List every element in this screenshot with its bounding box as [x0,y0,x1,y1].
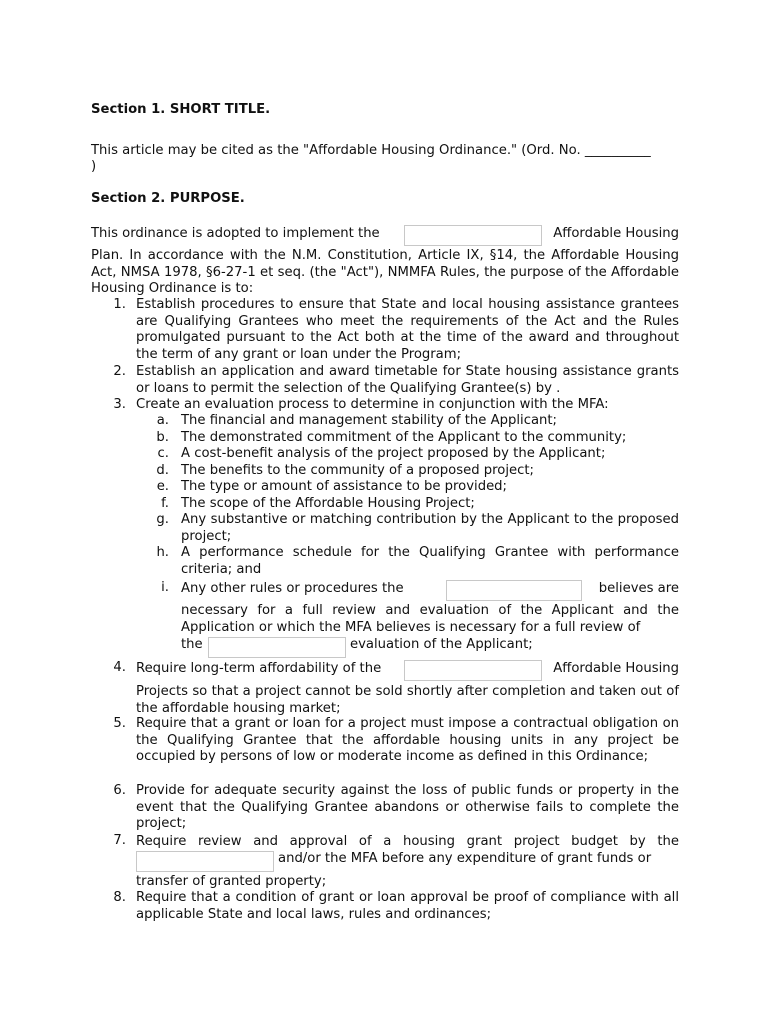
intro-paragraph: Plan. In accordance with the N.M. Constitution, Article IX, §14, the Affordable Housing Act, NMSA 1978, §6-27-1 et seq. (the "Act"), NMMFA Rules, the purpose of the Affordable Housing Ordinance is to: [91,248,679,297]
sublist-item: The demonstrated commitment of the Applicant to the community; [181,430,627,445]
sublist-letter: a. [156,413,169,428]
section-1-heading: Section 1. SHORT TITLE. [91,102,271,117]
list-number: 6. [113,783,126,798]
item-4-rest: Projects so that a project cannot be sold shortly after completion and taken out of the affordable housing market; [136,684,679,716]
list-number: 2. [113,364,126,379]
item-7-rest: transfer of granted property; [136,874,327,889]
intro-before-field: This ordinance is adopted to implement the [91,226,380,241]
list-number: 3. [113,397,126,412]
sublist-i-after: believes are [598,581,679,596]
sublist-letter: h. [156,545,169,560]
item-4-after: Affordable Housing [553,661,679,676]
plan-name-field[interactable] [404,225,542,246]
list-item: Require that a grant or loan for a project must impose a contractual obligation on the Qualifying Grantee that the affordable housing units in any project be occupied by persons of low or moderate income as defined in this Ordinance; [136,716,679,765]
sublist-letter: i. [161,580,169,595]
sublist-i-before: Any other rules or procedures the [181,581,404,596]
list-item: Create an evaluation process to determine in conjunction with the MFA: [136,397,609,412]
list-number: 8. [113,890,126,905]
section-2-heading: Section 2. PURPOSE. [91,191,245,206]
sublist-letter: c. [157,446,169,461]
list-item: Establish procedures to ensure that State and local housing assistance grantees are Qualifying Grantees who meet the requirements of the Act and the Rules promulgated pursuant to the Act both at the time of the award and throughout the term of any grant or loan under the Program; [136,297,679,362]
sublist-letter: d. [156,463,169,478]
sublist-item: The financial and management stability of the Applicant; [181,413,557,428]
sublist-i-rest: necessary for a full review and evaluation of the Applicant and the Application or which the MFA believes is necessary for a full review of [181,603,679,635]
sublist-letter: f. [161,496,169,511]
sublist-letter: g. [156,512,169,527]
list-number: 1. [113,297,126,312]
item-7-line1: Require review and approval of a housing grant project budget by the [136,834,679,849]
sublist-letter: b. [156,430,169,445]
sublist-letter: e. [156,479,169,494]
reviewer-name-field[interactable] [208,637,346,658]
entity-name-field[interactable] [446,580,582,601]
sublist-item: The benefits to the community of a proposed project; [181,463,534,478]
sublist-item: A cost-benefit analysis of the project proposed by the Applicant; [181,446,606,461]
sublist-item: A performance schedule for the Qualifying Grantee with performance criteria; and [181,545,679,577]
sublist-i-the: the [181,637,203,652]
approver-name-field[interactable] [136,851,274,872]
sublist-item: The scope of the Affordable Housing Project; [181,496,475,511]
intro-after-field: Affordable Housing [553,226,679,241]
housing-type-field[interactable] [404,660,542,681]
list-number: 4. [113,660,126,675]
list-item: Establish an application and award timetable for State housing assistance grants or loans to permit the selection of the Qualifying Grantee(s) by . [136,364,679,396]
section-1-text-end: ) [91,159,97,174]
item-4-before: Require long-term affordability of the [136,661,382,676]
item-7-after: and/or the MFA before any expenditure of grant funds or [278,851,652,866]
list-number: 5. [113,716,126,731]
sublist-item: Any substantive or matching contribution by the Applicant to the proposed project; [181,512,679,544]
list-item: Provide for adequate security against the loss of public funds or property in the event that the Qualifying Grantee abandons or otherwise fails to complete the project; [136,783,679,832]
sublist-i-end: evaluation of the Applicant; [350,637,533,652]
section-1-text: This article may be cited as the "Affordable Housing Ordinance." (Ord. No. __________ [91,143,651,158]
list-item: Require that a condition of grant or loan approval be proof of compliance with all applicable State and local laws, rules and ordinances; [136,890,679,922]
list-number: 7. [113,833,126,848]
sublist-item: The type or amount of assistance to be provided; [181,479,507,494]
